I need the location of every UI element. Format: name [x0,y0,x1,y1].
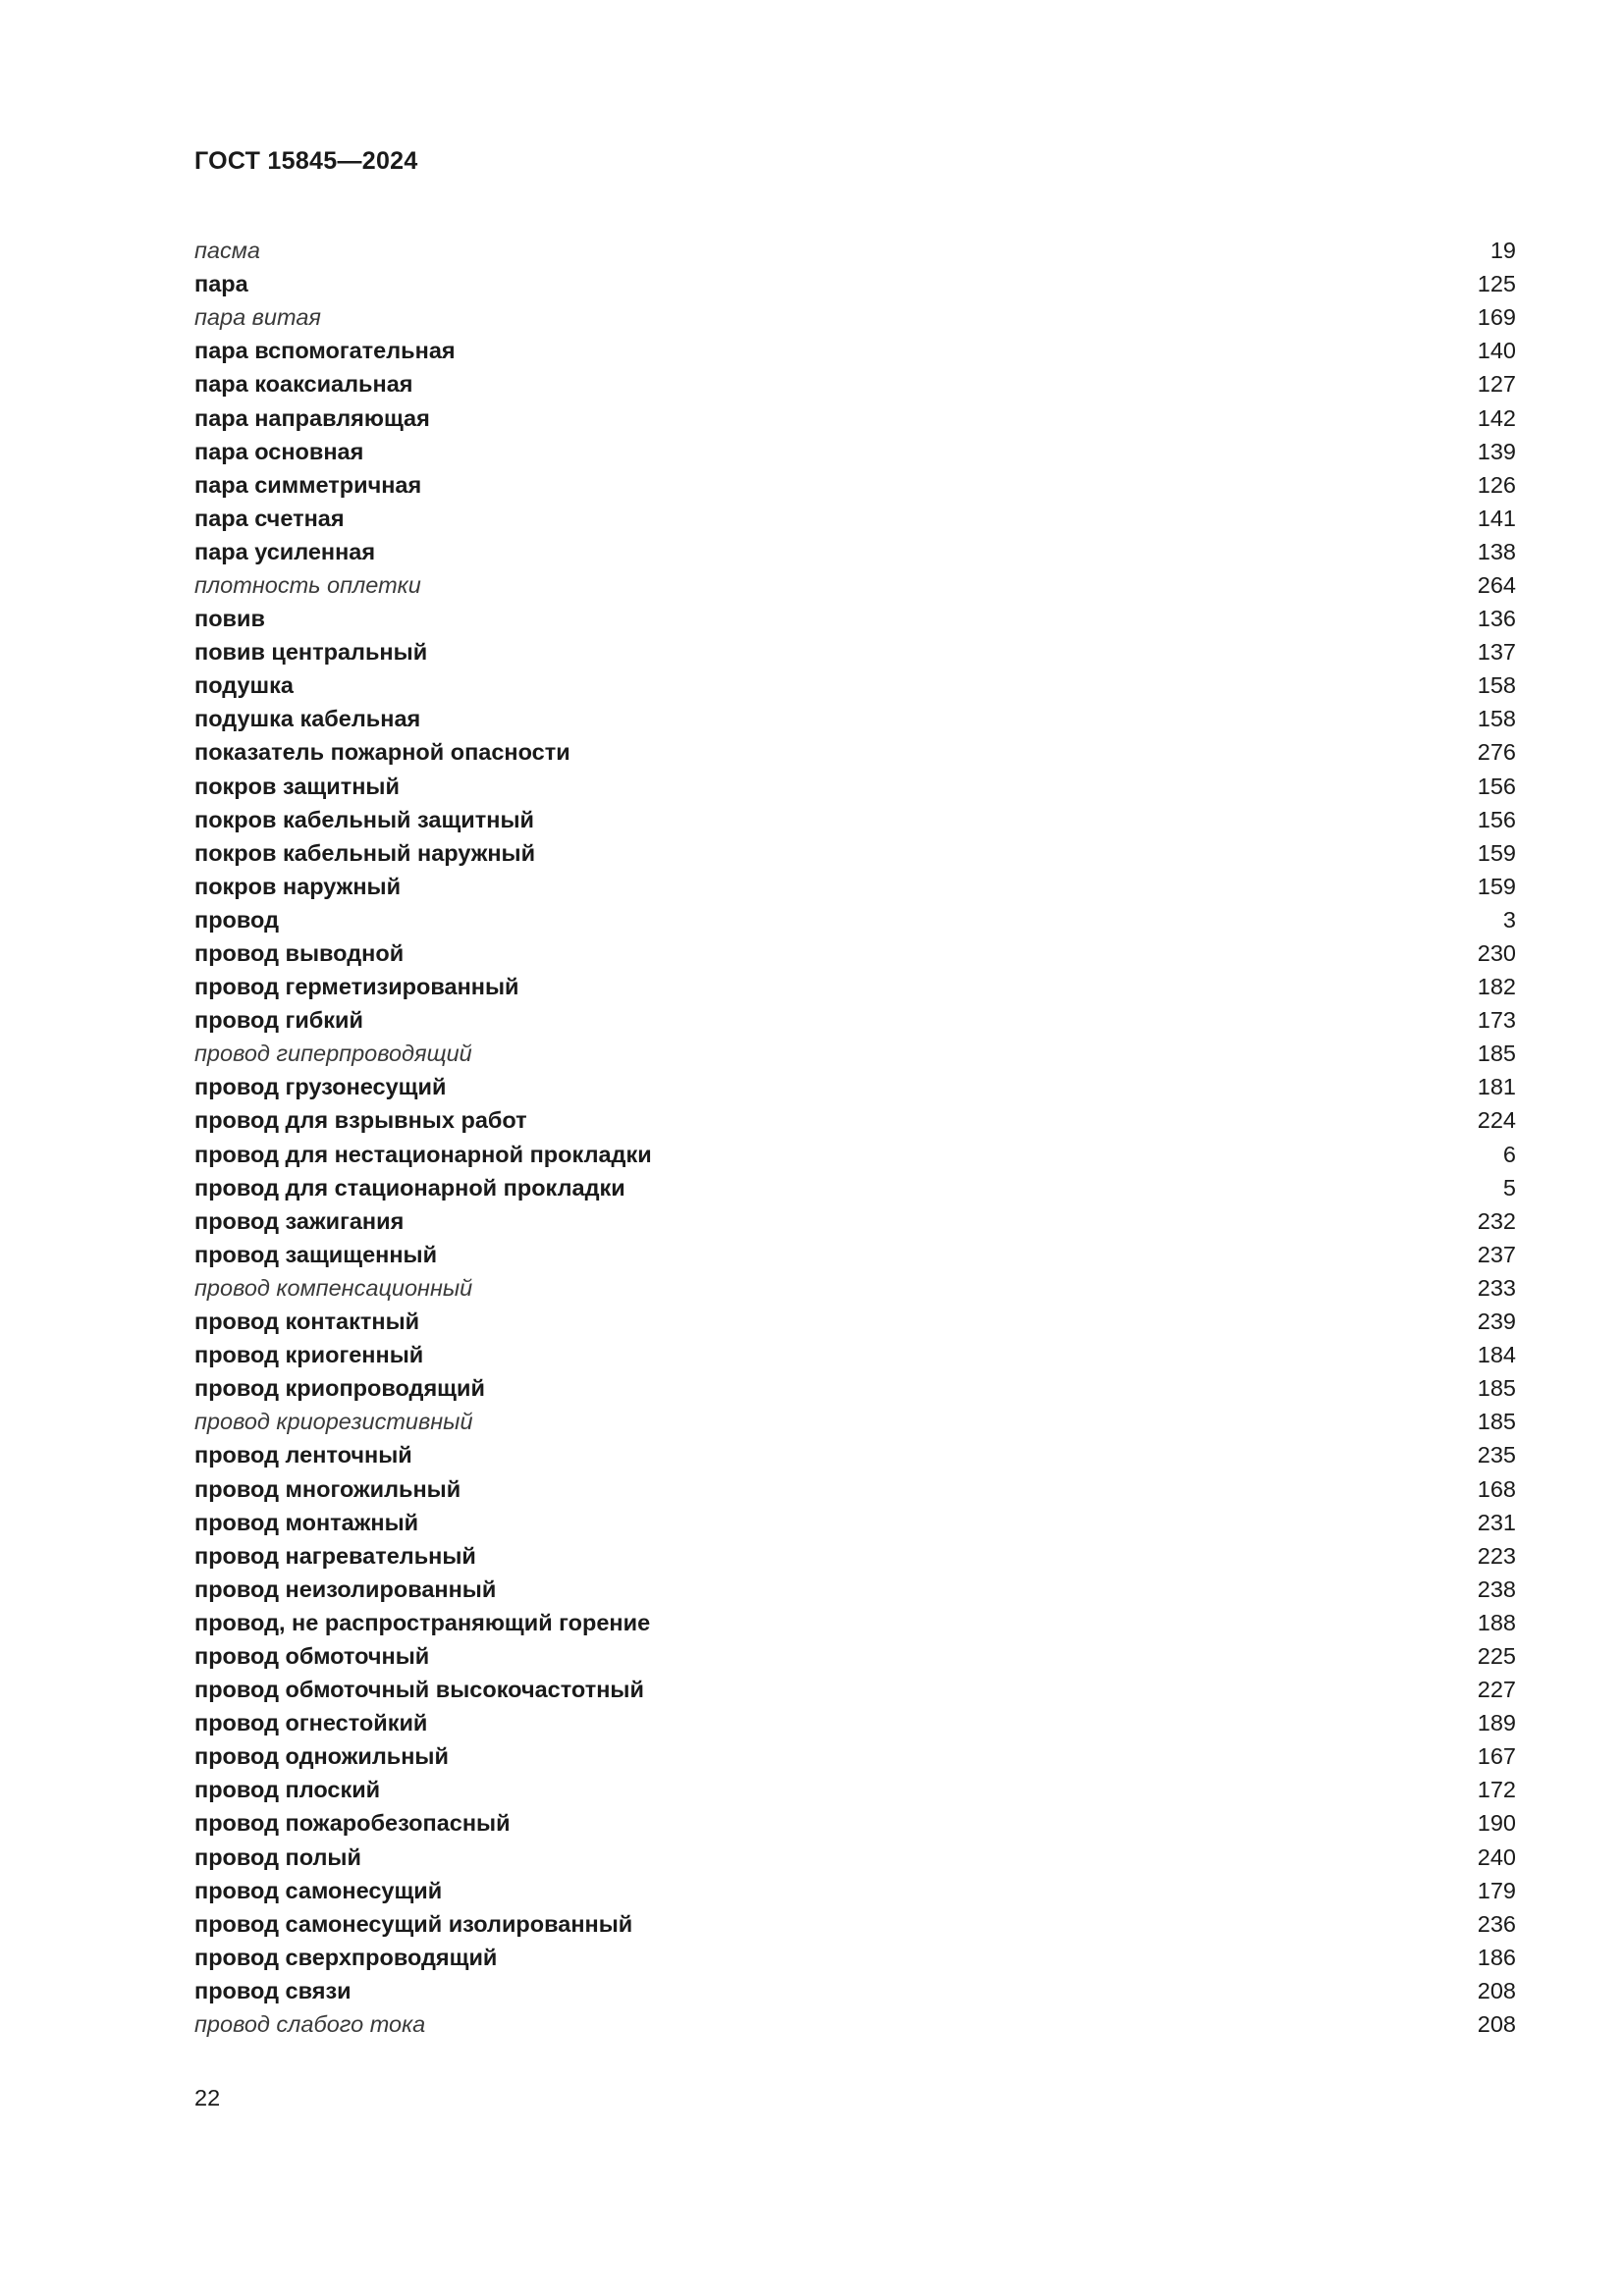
index-page-ref: 156 [1477,773,1516,799]
index-page-ref: 167 [1477,1743,1516,1770]
index-entry [194,1573,1516,1606]
index-page-ref: 185 [1477,1041,1516,1067]
index-entry [194,535,1516,568]
index-term: провод зажигания [194,1207,405,1234]
index-entry [194,1606,1516,1639]
index-page-ref: 185 [1477,1375,1516,1402]
index-entry [194,502,1516,535]
index-term: провод огнестойкий [194,1710,428,1736]
index-page-ref: 169 [1477,304,1516,331]
index-entry [194,400,1516,434]
index-entry [194,1874,1516,1907]
index-entry [194,1138,1516,1171]
index-entry [194,234,1516,267]
index-page-ref: 158 [1477,706,1516,732]
index-entry [194,1639,1516,1673]
index-term: пара направляющая [194,404,430,431]
index-page-ref: 156 [1477,806,1516,832]
index-page-ref: 181 [1477,1074,1516,1100]
index-entry [194,300,1516,334]
index-entry [194,1271,1516,1305]
index-entry [194,1806,1516,1840]
index-page-ref: 158 [1477,672,1516,699]
index-page-ref: 233 [1477,1274,1516,1301]
index-term: провод многожильный [194,1475,461,1502]
index-term: провод монтажный [194,1509,419,1535]
index-entry [194,267,1516,300]
index-page-ref: 3 [1502,906,1516,933]
index-entry [194,1405,1516,1438]
index-term: покров кабельный защитный [194,806,534,832]
index-entry [194,770,1516,803]
index-term: провод для стационарной прокладки [194,1174,625,1201]
index-entry [194,1438,1516,1471]
index-entry [194,1506,1516,1539]
index-term: плотность оплетки [194,571,421,598]
index-entry [194,1338,1516,1371]
alphabetical-index [194,234,1516,2041]
index-entry [194,1974,1516,2007]
index-page-ref: 5 [1502,1174,1516,1201]
index-entry [194,970,1516,1003]
index-page-ref: 227 [1477,1677,1516,1703]
index-term: провод выводной [194,940,405,967]
index-term: провод грузонесущий [194,1074,447,1100]
index-term: пара усиленная [194,538,376,564]
index-entry [194,1706,1516,1739]
index-entry [194,1204,1516,1238]
index-entry [194,1371,1516,1405]
index-term: показатель пожарной опасности [194,739,570,766]
index-term: провод связи [194,1977,352,2003]
index-term: провод для взрывных работ [194,1107,527,1134]
index-term: провод [194,906,280,933]
index-term: пара коаксиальная [194,371,413,398]
index-page-ref: 231 [1477,1509,1516,1535]
index-page-ref: 127 [1477,371,1516,398]
index-term: провод криогенный [194,1342,424,1368]
index-term: подушка [194,672,294,699]
index-term: провод криорезистивный [194,1409,473,1435]
index-entry [194,735,1516,769]
index-term: провод защищенный [194,1241,438,1267]
index-page-ref: 186 [1477,1944,1516,1970]
index-page-ref: 232 [1477,1207,1516,1234]
index-entry [194,1907,1516,1941]
index-entry [194,1305,1516,1338]
index-term: провод обмоточный высокочастотный [194,1677,644,1703]
index-entry [194,1103,1516,1137]
index-term: покров наружный [194,873,402,899]
index-entry [194,1238,1516,1271]
index-page-ref: 236 [1477,1910,1516,1937]
index-term: провод самонесущий [194,1877,443,1903]
index-entry [194,870,1516,903]
index-term: провод самонесущий изолированный [194,1910,633,1937]
index-page-ref: 126 [1477,471,1516,498]
index-page-ref: 140 [1477,338,1516,364]
index-term: повив [194,606,265,632]
index-entry [194,1070,1516,1103]
index-page-ref: 225 [1477,1642,1516,1669]
index-entry [194,367,1516,400]
index-entry [194,635,1516,668]
index-term: пасма [194,238,260,264]
index-term: провод неизолированный [194,1575,497,1602]
index-entry [194,1471,1516,1505]
index-page-ref: 125 [1477,271,1516,297]
index-entry [194,602,1516,635]
index-page-ref: 138 [1477,538,1516,564]
index-term: провод ленточный [194,1442,412,1468]
index-term: провод гибкий [194,1007,363,1034]
index-page-ref: 189 [1477,1710,1516,1736]
index-term: провод герметизированный [194,974,519,1000]
index-page-ref: 185 [1477,1409,1516,1435]
index-page-ref: 168 [1477,1475,1516,1502]
index-entry [194,334,1516,367]
index-page-ref: 240 [1477,1843,1516,1870]
index-entry [194,1841,1516,1874]
index-entry [194,1773,1516,1806]
index-page-ref: 223 [1477,1542,1516,1569]
index-entry [194,1673,1516,1706]
index-term: подушка кабельная [194,706,421,732]
index-page-ref: 239 [1477,1308,1516,1335]
index-entry [194,803,1516,836]
index-term: провод нагревательный [194,1542,476,1569]
index-term: провод криопроводящий [194,1375,485,1402]
index-page-ref: 208 [1477,1977,1516,2003]
index-entry [194,1941,1516,1974]
index-page-ref: 136 [1477,606,1516,632]
index-page-ref: 173 [1477,1007,1516,1034]
index-term: повив центральный [194,639,428,666]
page-number: 22 [194,2085,221,2110]
index-page-ref: 276 [1477,739,1516,766]
index-entry [194,568,1516,602]
index-page-ref: 208 [1477,2011,1516,2038]
index-entry [194,702,1516,735]
index-page-ref: 188 [1477,1609,1516,1635]
index-term: пара основная [194,438,364,464]
index-page-ref: 190 [1477,1810,1516,1837]
index-term: пара вспомогательная [194,338,456,364]
index-page-ref: 179 [1477,1877,1516,1903]
index-term: пара симметричная [194,471,422,498]
index-entry [194,668,1516,702]
index-term: провод гиперпроводящий [194,1041,472,1067]
document-header: ГОСТ 15845—2024 [194,147,418,175]
index-page-ref: 139 [1477,438,1516,464]
index-term: пара [194,271,248,297]
index-term: пара витая [194,304,321,331]
index-page-ref: 184 [1477,1342,1516,1368]
index-page-ref: 224 [1477,1107,1516,1134]
index-entry [194,2007,1516,2041]
index-entry [194,1003,1516,1037]
index-entry [194,903,1516,936]
index-entry [194,1037,1516,1070]
index-term: провод компенсационный [194,1274,473,1301]
index-page-ref: 142 [1477,404,1516,431]
index-page-ref: 19 [1489,238,1516,264]
index-term: провод, не распространяющий горение [194,1609,651,1635]
index-entry [194,836,1516,870]
index-term: провод для нестационарной прокладки [194,1141,652,1167]
index-entry [194,936,1516,970]
index-term: покров кабельный наружный [194,839,536,866]
index-entry [194,1739,1516,1773]
index-page-ref: 137 [1477,639,1516,666]
index-page-ref: 230 [1477,940,1516,967]
index-page-ref: 182 [1477,974,1516,1000]
index-entry [194,1539,1516,1573]
index-term: провод контактный [194,1308,420,1335]
index-page-ref: 264 [1477,571,1516,598]
index-page-ref: 159 [1477,839,1516,866]
index-entry [194,1171,1516,1204]
index-term: пара счетная [194,505,345,531]
index-page-ref: 159 [1477,873,1516,899]
index-term: провод пожаробезопасный [194,1810,511,1837]
index-term: покров защитный [194,773,400,799]
index-entry [194,468,1516,502]
index-page-ref: 237 [1477,1241,1516,1267]
index-page-ref: 235 [1477,1442,1516,1468]
index-term: провод плоский [194,1777,381,1803]
index-page-ref: 172 [1477,1777,1516,1803]
index-page-ref: 141 [1477,505,1516,531]
index-term: провод обмоточный [194,1642,430,1669]
index-entry [194,435,1516,468]
index-page-ref: 238 [1477,1575,1516,1602]
index-term: провод полый [194,1843,361,1870]
index-page-ref: 6 [1502,1141,1516,1167]
index-term: провод слабого тока [194,2011,426,2038]
index-term: провод сверхпроводящий [194,1944,498,1970]
index-term: провод одножильный [194,1743,449,1770]
